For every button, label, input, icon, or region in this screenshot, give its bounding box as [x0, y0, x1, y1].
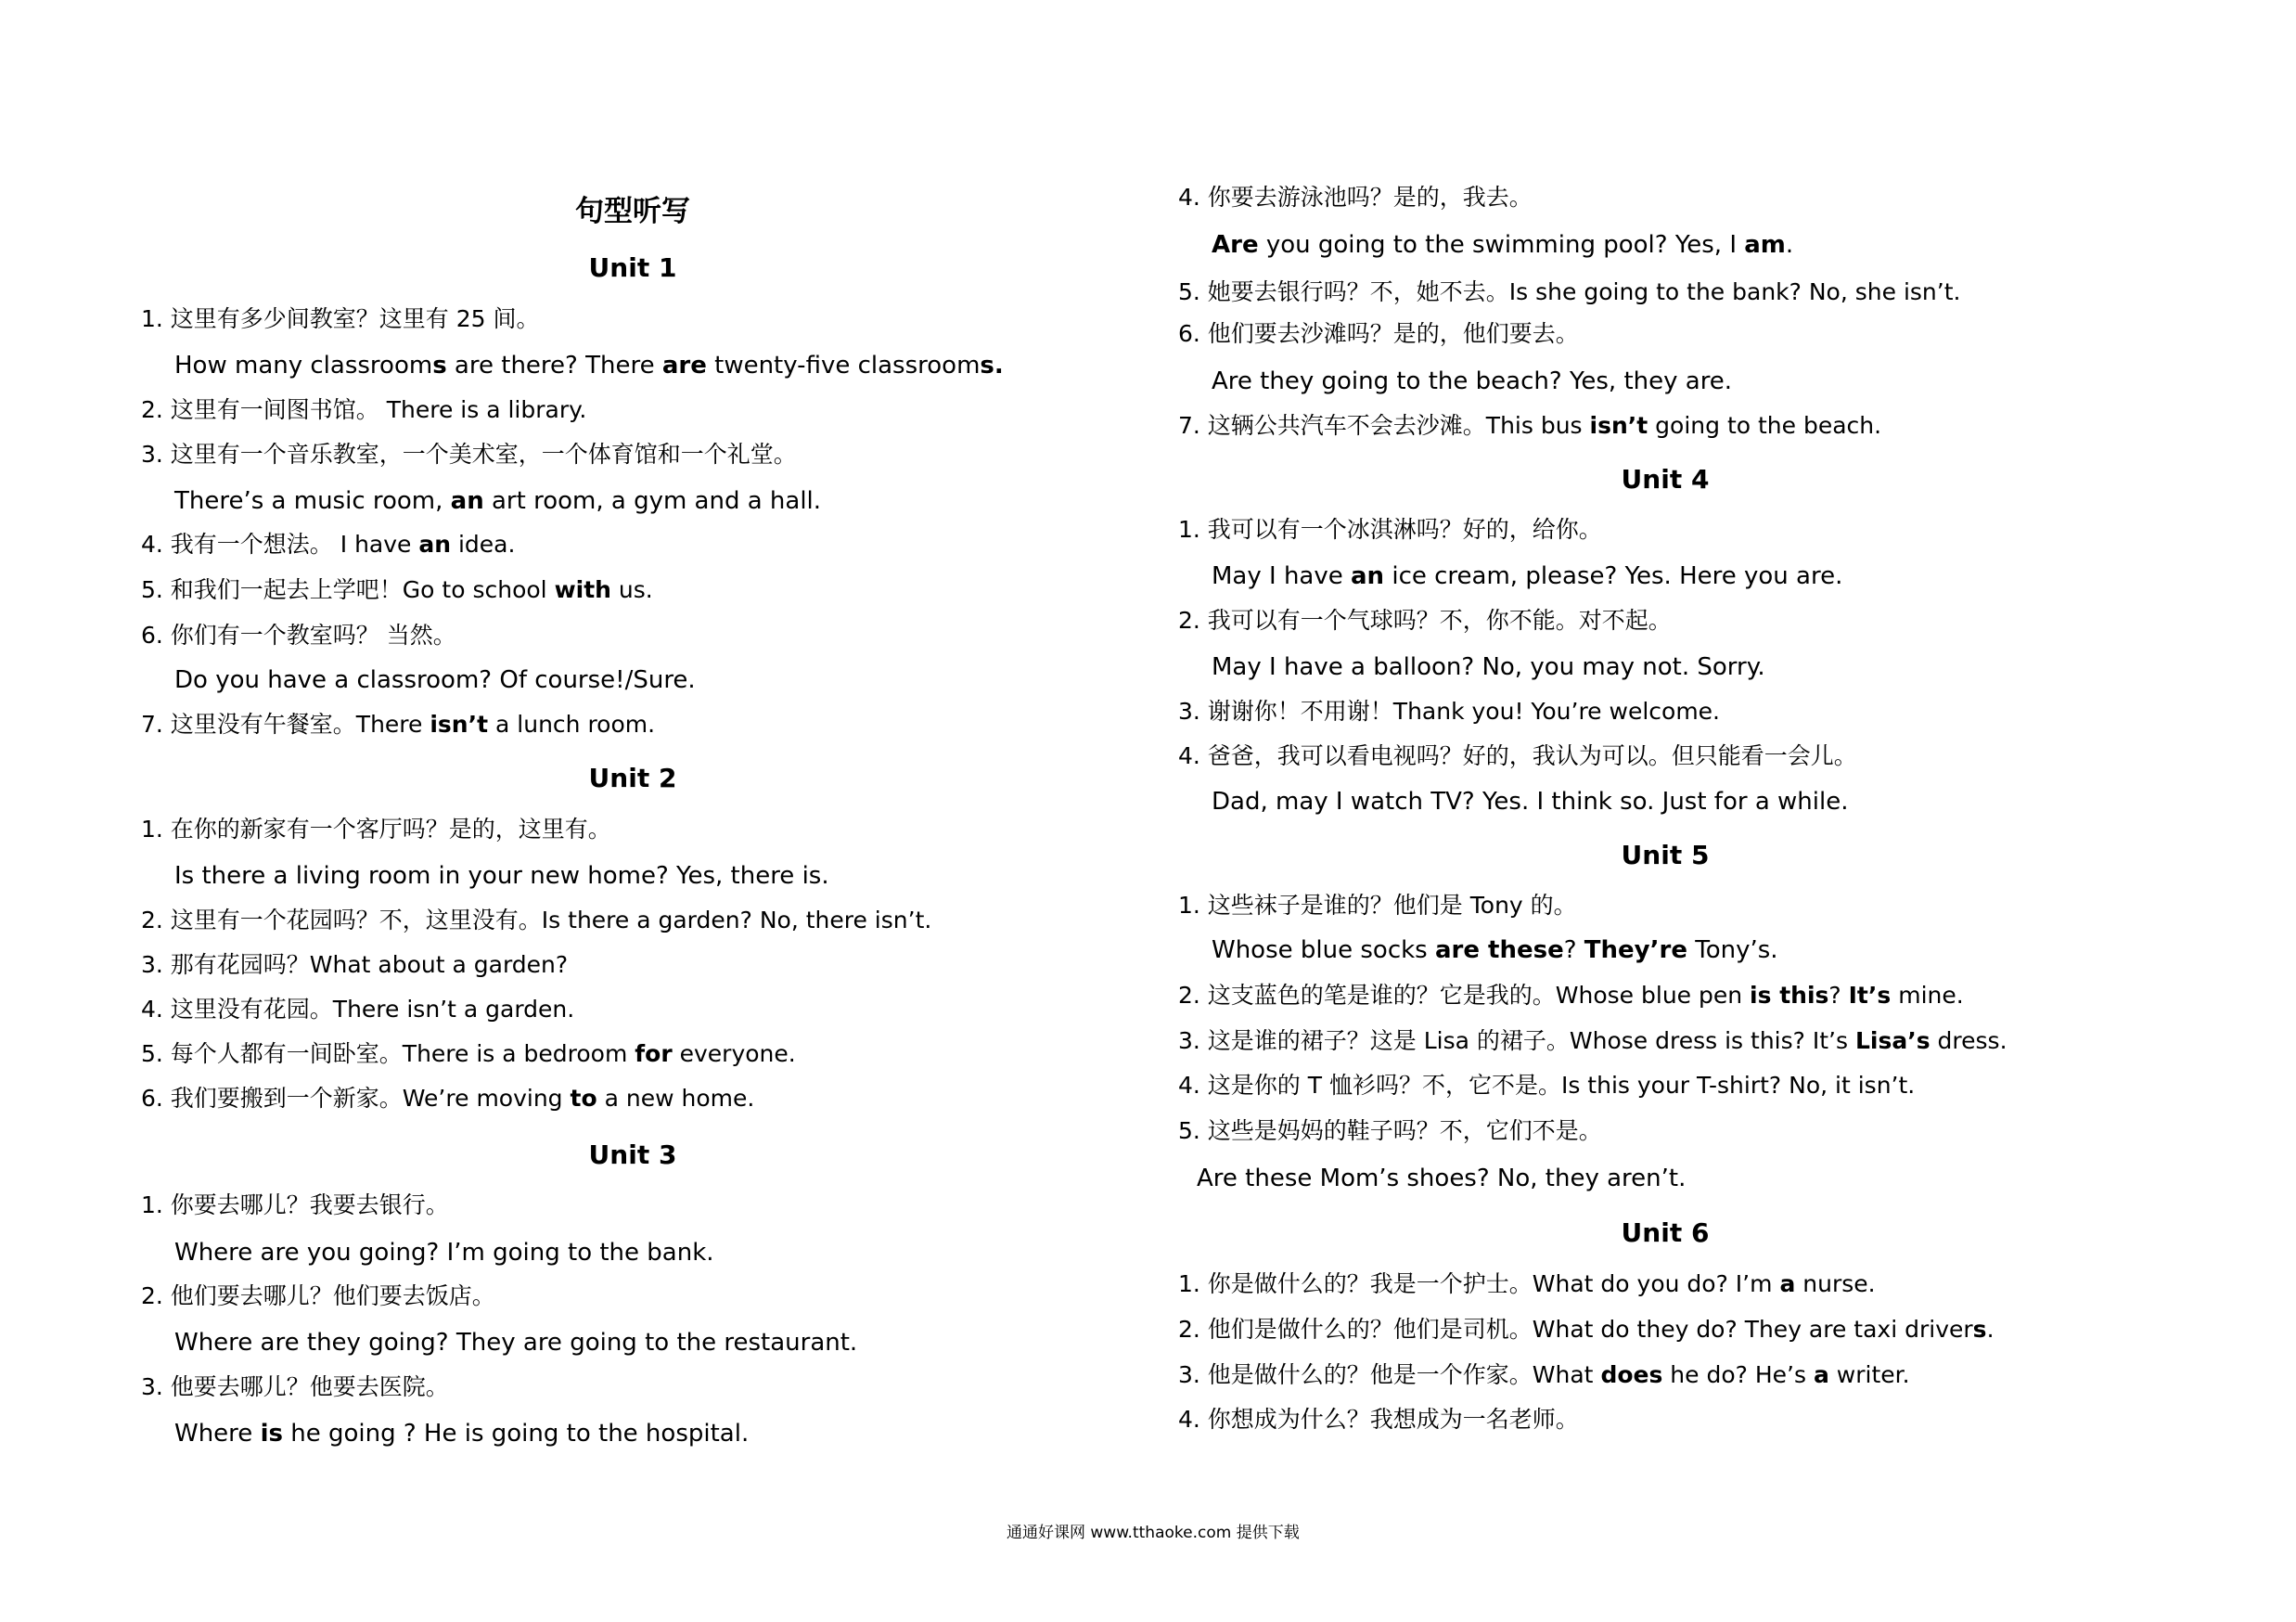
text-segment: 1. 这些袜子是谁的？他们是 Tony 的。	[1178, 892, 1577, 919]
text-segment: art room, a gym and a hall.	[483, 487, 822, 515]
text-segment: us.	[610, 576, 653, 603]
sentence-line	[141, 710, 655, 740]
text-segment: 3. 谢谢你！不用谢！Thank you! You’re welcome.	[1178, 698, 1720, 725]
bold-text: does	[1600, 1361, 1663, 1388]
text-segment: 1. 在你的新家有一个客厅吗？是的，这里有。	[141, 816, 611, 843]
bold-text: They’re	[1584, 936, 1687, 964]
sentence-line	[141, 906, 931, 935]
text-segment: 6. 我们要搬到一个新家。We’re moving	[141, 1085, 571, 1112]
text-segment: How many classroom	[174, 352, 433, 380]
text-segment: Whose blue socks	[1212, 936, 1435, 964]
bold-text: for	[635, 1040, 673, 1067]
sentence-line	[1178, 697, 1720, 727]
text-segment: he do? He’s	[1662, 1361, 1814, 1388]
bold-text: an	[418, 531, 452, 558]
text-segment: 2. 他们要去哪儿？他们要去饭店。	[141, 1282, 495, 1309]
text-segment: he going ? He is going to the hospital.	[282, 1420, 750, 1448]
unit-heading: Unit 6	[1621, 1217, 1710, 1248]
text-segment: writer.	[1828, 1361, 1910, 1388]
sentence-line	[141, 530, 515, 560]
sentence-line	[174, 861, 829, 891]
sentence-line	[1178, 1071, 1915, 1101]
sentence-line	[141, 1372, 449, 1402]
sentence-line	[141, 1191, 449, 1220]
text-segment: May I have	[1212, 562, 1352, 590]
sentence-line	[141, 304, 540, 334]
bold-text: isn’t	[430, 711, 489, 738]
text-segment: Is there a living room in your new home? Yes, there is.	[174, 862, 829, 890]
text-segment: 4. 爸爸，我可以看电视吗？好的，我认为可以。但只能看一会儿。	[1178, 742, 1857, 769]
text-segment: 5. 她要去银行吗？不，她不去。Is she going to the bank? No, she isn’t.	[1178, 278, 1961, 305]
text-segment: going to the beach.	[1648, 412, 1882, 439]
bold-text: are	[661, 352, 707, 380]
text-segment: you going to the swimming pool? Yes, I	[1258, 231, 1745, 259]
text-segment: everyone.	[672, 1040, 796, 1067]
bold-text: s.	[980, 352, 1004, 380]
sentence-line	[1212, 935, 1778, 965]
text-segment: dress.	[1930, 1027, 2007, 1054]
text-segment: 2. 这里有一间图书馆。 There is a library.	[141, 396, 587, 423]
text-segment: 7. 这里没有午餐室。There	[141, 711, 430, 738]
bold-text: are these	[1434, 936, 1564, 964]
footer-credit: 通通好课网 www.tthaoke.com 提供下载	[1007, 1524, 1300, 1542]
sentence-line	[174, 1238, 714, 1268]
sentence-line	[1178, 1269, 1876, 1299]
unit-heading: Unit 3	[588, 1139, 677, 1170]
bold-text: a	[1813, 1361, 1829, 1388]
bold-text: s	[432, 352, 447, 380]
text-segment: 3. 这里有一个音乐教室，一个美术室，一个体育馆和一个礼堂。	[141, 441, 797, 468]
bold-text: a	[1779, 1270, 1796, 1297]
sentence-line	[141, 395, 586, 425]
text-segment: 1. 这里有多少间教室？这里有 25 间。	[141, 305, 540, 332]
unit-heading: Unit 2	[588, 763, 677, 793]
sentence-line	[1178, 515, 1602, 545]
sentence-line	[1212, 787, 1848, 817]
text-segment: Where are they going? They are going to the restaurant.	[174, 1329, 858, 1357]
sentence-line	[174, 351, 1004, 380]
sentence-line	[1178, 606, 1672, 636]
text-segment: 2. 他们是做什么的？他们是司机。What do they do? They are taxi driver	[1178, 1316, 1973, 1343]
sentence-line	[1178, 891, 1577, 920]
text-segment: May I have a balloon? No, you may not. Sorry.	[1212, 653, 1765, 681]
text-segment: Do you have a classroom? Of course!/Sure.	[174, 666, 696, 694]
bold-text: an	[1351, 562, 1385, 590]
text-segment: .	[1986, 1316, 1995, 1343]
sentence-line	[174, 1419, 749, 1448]
sentence-line	[141, 1039, 796, 1069]
bold-text: It’s	[1848, 982, 1892, 1009]
text-segment: 2. 这支蓝色的笔是谁的？它是我的。Whose blue pen	[1178, 982, 1751, 1009]
unit-heading: Unit 1	[588, 252, 677, 283]
text-segment: Dad, may I watch TV? Yes. I think so. Just for a while.	[1212, 788, 1849, 816]
sentence-line	[1178, 741, 1857, 771]
text-segment: Are they going to the beach? Yes, they are.	[1212, 367, 1733, 395]
text-segment: a new home.	[596, 1085, 755, 1112]
sentence-line	[141, 1281, 495, 1311]
text-segment: Are these Mom’s shoes? No, they aren’t.	[1197, 1165, 1687, 1192]
text-segment: 3. 他是做什么的？他是一个作家。What	[1178, 1361, 1601, 1388]
bold-text: Lisa’s	[1854, 1027, 1930, 1054]
text-segment: ?	[1563, 936, 1584, 964]
text-segment: Tony’s.	[1687, 936, 1778, 964]
sentence-line	[141, 440, 797, 470]
text-segment: 1. 我可以有一个冰淇淋吗？好的，给你。	[1178, 516, 1602, 543]
text-segment: 3. 这是谁的裙子？这是 Lisa 的裙子。Whose dress is this? It’s	[1178, 1027, 1855, 1054]
bold-text: to	[570, 1085, 597, 1112]
text-segment: ?	[1828, 982, 1849, 1009]
text-segment: Where are you going? I’m going to the bank.	[174, 1239, 714, 1267]
text-segment: 5. 和我们一起去上学吧！Go to school	[141, 576, 555, 603]
text-segment: Where	[174, 1420, 261, 1448]
text-segment: 6. 他们要去沙滩吗？是的，他们要去。	[1178, 320, 1579, 347]
text-segment: 4. 你要去游泳池吗？是的，我去。	[1178, 184, 1533, 211]
sentence-line	[1178, 981, 1964, 1011]
sentence-line	[1178, 1405, 1579, 1435]
text-segment: 4. 这是你的 T 恤衫吗？不，它不是。Is this your T-shirt? No, it isn’t.	[1178, 1072, 1916, 1099]
text-segment: 1. 你要去哪儿？我要去银行。	[141, 1191, 449, 1218]
text-segment: nurse.	[1795, 1270, 1876, 1297]
sentence-line	[1178, 1116, 1602, 1146]
text-segment: are there? There	[446, 352, 662, 380]
text-segment: 4. 这里没有花园。There isn’t a garden.	[141, 996, 575, 1023]
sentence-line	[1212, 652, 1765, 682]
text-segment: 4. 我有一个想法。 I have	[141, 531, 419, 558]
bold-text: with	[554, 576, 611, 603]
sentence-line	[141, 575, 653, 605]
sentence-line	[1212, 230, 1793, 260]
sentence-line	[1178, 1026, 2007, 1056]
sentence-line	[1178, 1360, 1910, 1390]
bold-text: is this	[1750, 982, 1829, 1009]
sentence-line	[141, 815, 611, 844]
text-segment: 3. 他要去哪儿？他要去医院。	[141, 1373, 449, 1400]
bold-text: am	[1744, 231, 1786, 259]
sentence-line	[1212, 561, 1842, 591]
text-segment: idea.	[451, 531, 516, 558]
text-segment: twenty-five classroom	[706, 352, 981, 380]
text-segment: mine.	[1891, 982, 1964, 1009]
unit-heading: Unit 5	[1621, 840, 1710, 870]
sentence-line	[1197, 1164, 1686, 1193]
sentence-line	[174, 486, 821, 516]
bold-text: an	[450, 487, 484, 515]
text-segment: 6. 你们有一个教室吗？ 当然。	[141, 622, 456, 649]
text-segment: 1. 你是做什么的？我是一个护士。What do you do? I’m	[1178, 1270, 1780, 1297]
sentence-line	[1212, 367, 1732, 396]
sentence-line	[174, 665, 696, 695]
bold-text: Are	[1212, 231, 1259, 259]
sentence-line	[141, 995, 574, 1024]
text-segment: There’s a music room,	[174, 487, 451, 515]
bold-text: is	[260, 1420, 283, 1448]
sentence-line	[174, 1328, 857, 1358]
bold-text: s	[1972, 1316, 1987, 1343]
page-title: 句型听写	[575, 195, 690, 228]
text-segment: ice cream, please? Yes. Here you are.	[1384, 562, 1843, 590]
sentence-line	[1178, 183, 1533, 212]
sentence-line	[1178, 1315, 1995, 1345]
text-segment: 2. 这里有一个花园吗？不，这里没有。Is there a garden? No, there isn’t.	[141, 907, 932, 933]
sentence-line	[1178, 319, 1579, 349]
text-segment: 5. 这些是妈妈的鞋子吗？不，它们不是。	[1178, 1117, 1602, 1144]
text-segment: 2. 我可以有一个气球吗？不，你不能。对不起。	[1178, 607, 1672, 634]
text-segment: .	[1785, 231, 1794, 259]
sentence-line	[141, 950, 568, 980]
text-segment: 4. 你想成为什么？我想成为一名老师。	[1178, 1406, 1579, 1433]
text-segment: a lunch room.	[488, 711, 656, 738]
bold-text: isn’t	[1589, 412, 1648, 439]
sentence-line	[141, 1084, 754, 1114]
sentence-line	[1178, 277, 1960, 307]
sentence-line	[1178, 411, 1881, 441]
sentence-line	[141, 621, 456, 650]
text-segment: 3. 那有花园吗？What about a garden?	[141, 951, 569, 978]
text-segment: 5. 每个人都有一间卧室。There is a bedroom	[141, 1040, 635, 1067]
text-segment: 7. 这辆公共汽车不会去沙滩。This bus	[1178, 412, 1590, 439]
unit-heading: Unit 4	[1621, 464, 1710, 495]
